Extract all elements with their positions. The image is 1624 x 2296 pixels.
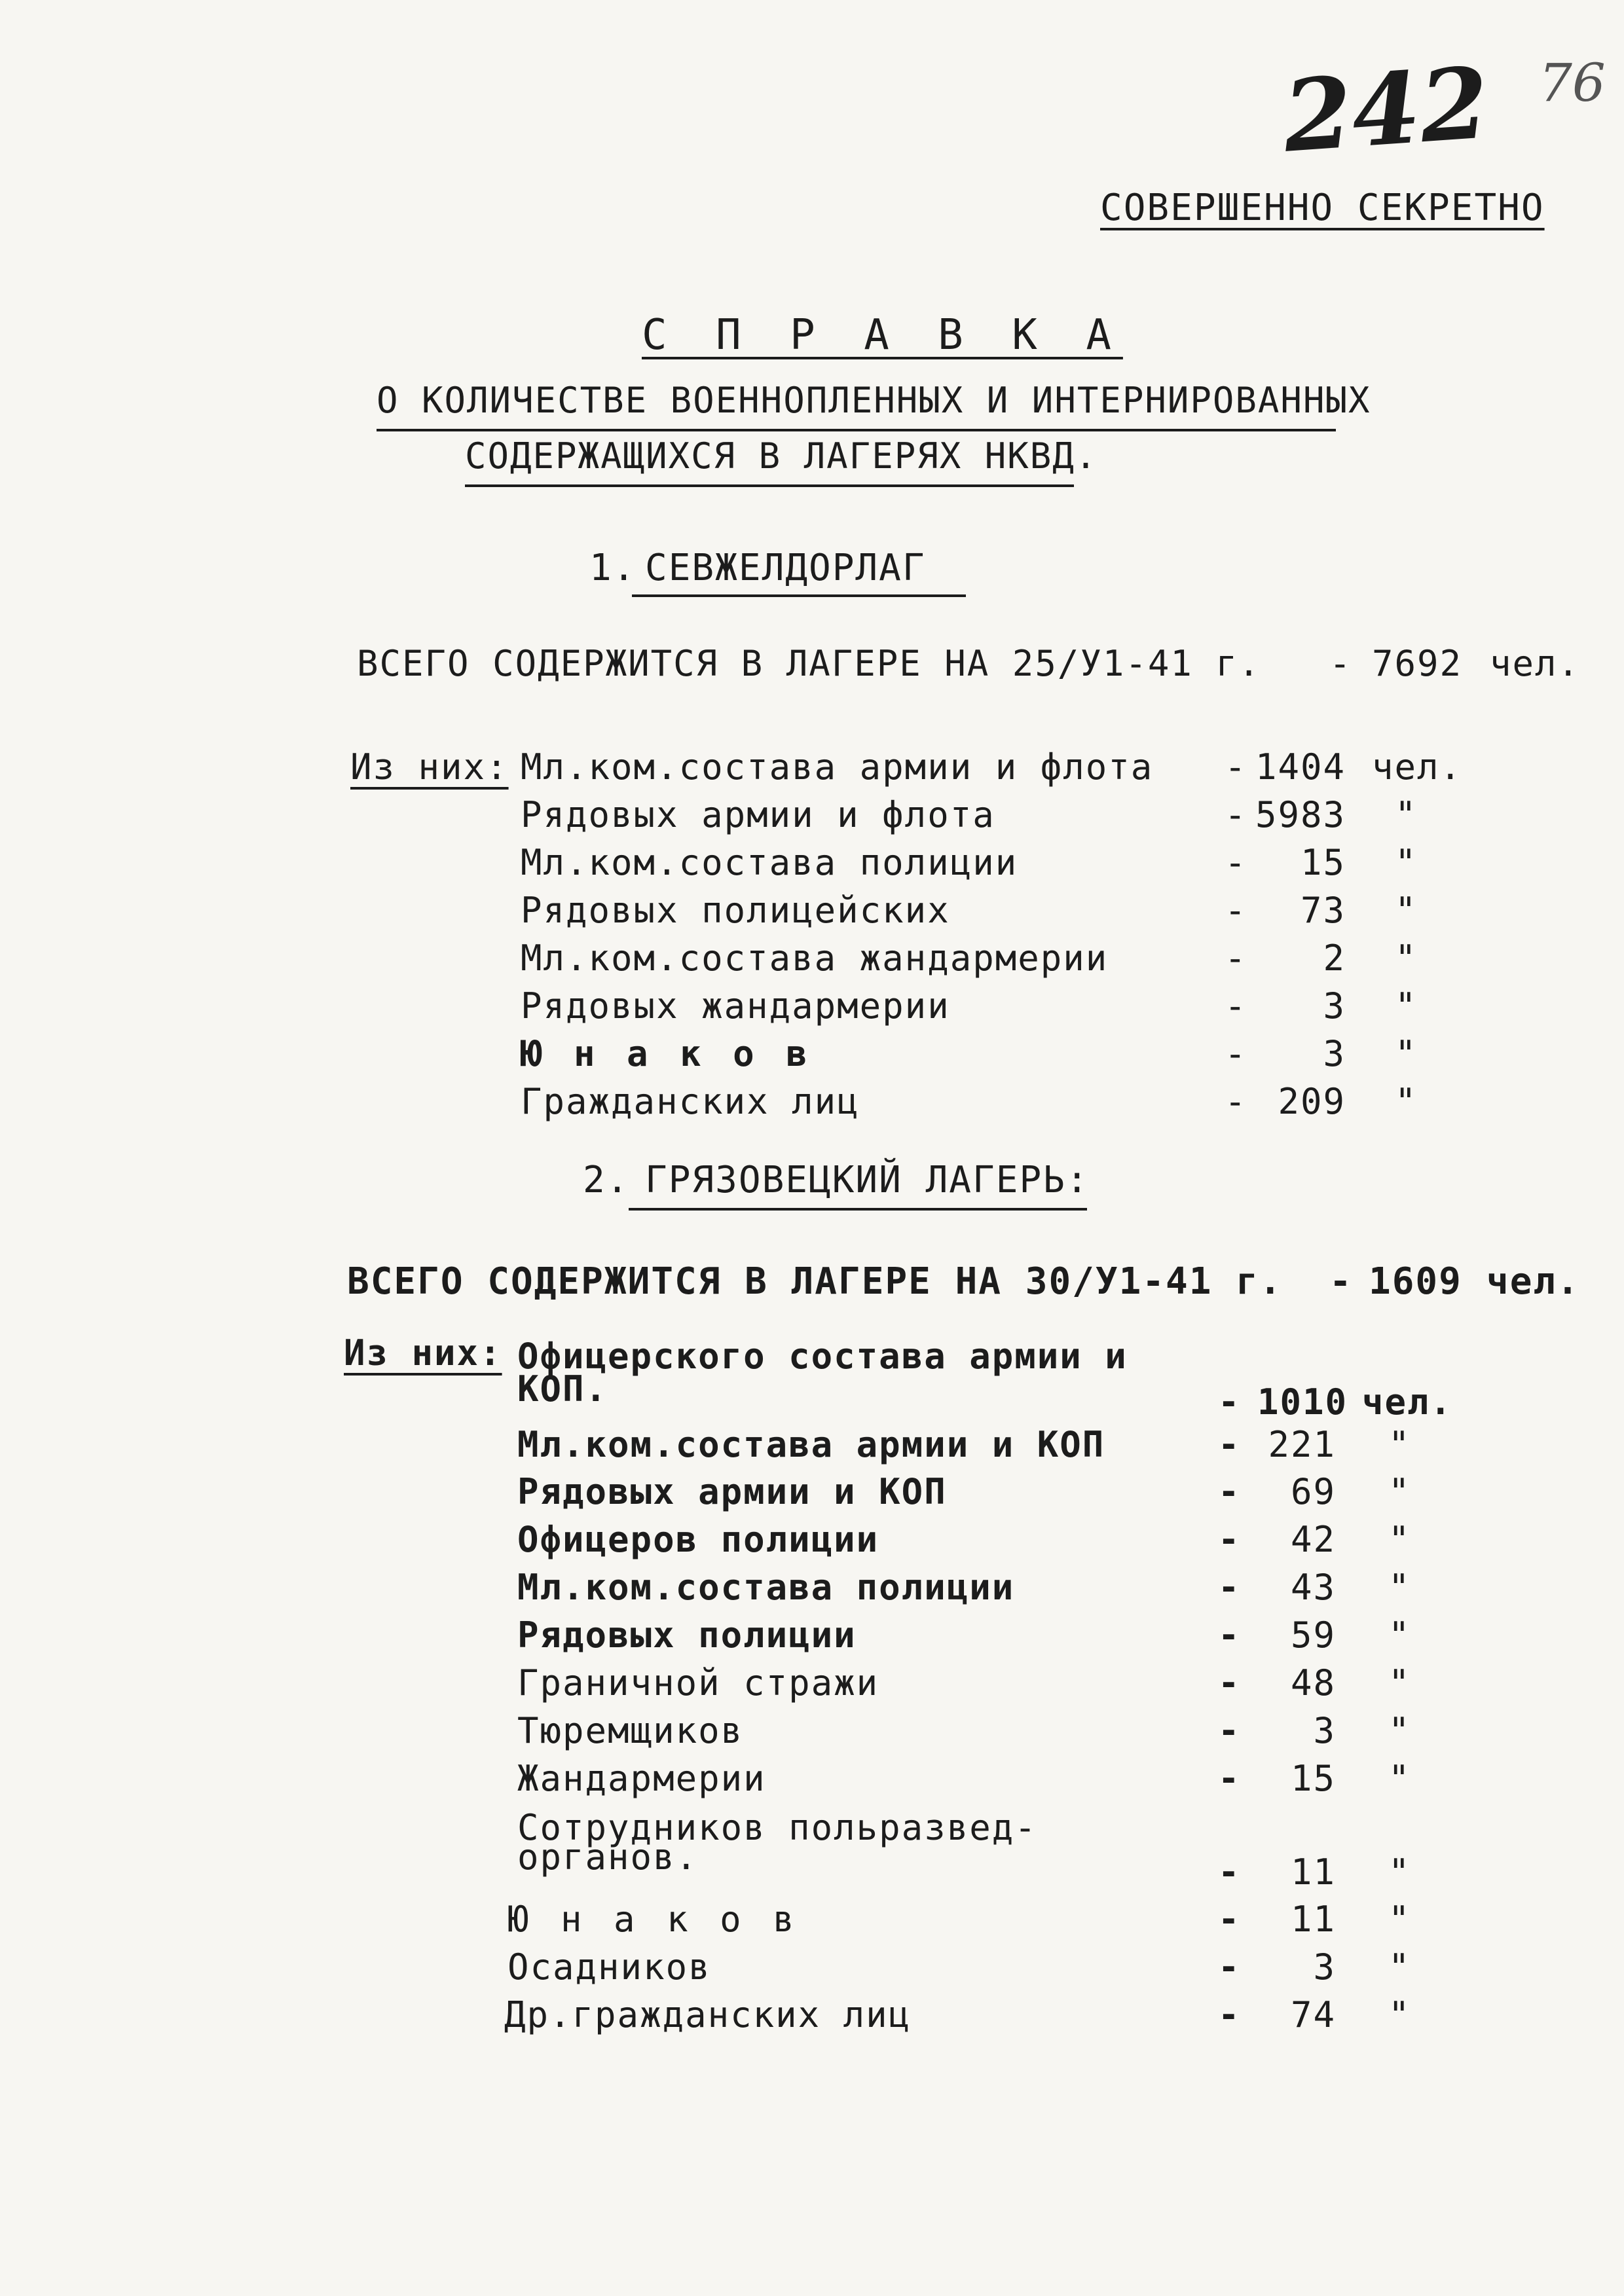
list-item — [0, 1519, 1624, 1566]
list-item — [0, 1081, 1624, 1128]
item-label: Гражданских лиц — [521, 1081, 860, 1122]
item-dash: - — [1218, 1614, 1241, 1656]
item-value: 3 — [1323, 1033, 1346, 1074]
list-item — [0, 985, 1624, 1032]
section-1-of-them: Из них: — [350, 746, 509, 788]
item-value: 15 — [1290, 1758, 1336, 1799]
item-unit: " — [1388, 1851, 1411, 1893]
section-1-total-dash: - — [1329, 643, 1352, 684]
section-1-heading: СЕВЖЕЛДОРЛАГ — [645, 547, 926, 589]
section-2-heading-underline — [629, 1208, 1087, 1211]
item-label: Рядовых полиции — [517, 1614, 857, 1656]
list-item — [0, 1994, 1624, 2041]
subtitle-underline-2 — [465, 484, 1074, 487]
item-label: Рядовых армии и флота — [521, 794, 995, 835]
item-unit: " — [1388, 1519, 1411, 1560]
item-value: 1010 — [1257, 1381, 1348, 1423]
list-item — [0, 1033, 1624, 1080]
item-value: 74 — [1290, 1994, 1336, 2035]
item-label: Офицеров полиции — [517, 1519, 879, 1560]
item-label: Офицерского состава армии и — [517, 1336, 1128, 1377]
item-dash: - — [1218, 1946, 1241, 1988]
subtitle-underline-1 — [377, 429, 1336, 431]
item-value: 221 — [1268, 1424, 1336, 1465]
item-unit: " — [1395, 842, 1418, 883]
item-value: 43 — [1290, 1567, 1336, 1608]
item-dash: - — [1218, 1994, 1241, 2035]
item-label: Мл.ком.состава полиции — [517, 1567, 1015, 1608]
item-dash: - — [1218, 1381, 1241, 1423]
section-1-total-unit: чел. — [1490, 643, 1581, 684]
list-item — [0, 1567, 1624, 1614]
item-value: 3 — [1323, 985, 1346, 1027]
classification-stamp: СОВЕРШЕННО СЕКРЕТНО — [1100, 187, 1545, 229]
item-unit: " — [1395, 890, 1418, 931]
item-unit: " — [1388, 1424, 1411, 1465]
item-dash: - — [1225, 938, 1247, 979]
item-label: Рядовых полицейских — [521, 890, 950, 931]
item-value: 11 — [1290, 1851, 1336, 1893]
list-item — [0, 1807, 1624, 1905]
item-unit: " — [1388, 1899, 1411, 1940]
section-1-heading-underline — [632, 594, 966, 597]
item-label: Ю н а к о в — [507, 1899, 800, 1940]
item-label: Мл.ком.состава полиции — [521, 842, 1018, 883]
item-unit: " — [1395, 938, 1418, 979]
page-number-secondary: 76 — [1539, 52, 1606, 113]
item-label: Жандармерии — [517, 1758, 766, 1799]
item-label: Мл.ком.состава армии и КОП — [517, 1424, 1105, 1465]
item-dash: - — [1218, 1471, 1241, 1512]
section-2-total-value: 1609 — [1369, 1260, 1462, 1303]
item-label: Рядовых армии и КОП — [517, 1471, 947, 1512]
item-value: 11 — [1290, 1899, 1336, 1940]
item-unit: " — [1395, 985, 1418, 1027]
item-unit: " — [1388, 1567, 1411, 1608]
item-unit: " — [1388, 1662, 1411, 1704]
item-value: 1404 — [1255, 746, 1346, 788]
item-dash: - — [1218, 1424, 1241, 1465]
list-item — [0, 1471, 1624, 1518]
section-2-of-them: Из них: — [344, 1332, 502, 1374]
item-unit: " — [1388, 1994, 1411, 2035]
item-label: Др.гражданских лиц — [504, 1994, 912, 2035]
item-label-continued: органов. — [517, 1836, 699, 1878]
section-2-total-label: ВСЕГО СОДЕРЖИТСЯ В ЛАГЕРЕ НА 30/У1-41 г. — [347, 1260, 1283, 1303]
item-dash: - — [1218, 1899, 1241, 1940]
list-item — [0, 1758, 1624, 1805]
item-dash: - — [1225, 746, 1247, 788]
item-unit: " — [1395, 1081, 1418, 1122]
item-value: 3 — [1313, 1710, 1336, 1751]
item-dash: - — [1225, 1081, 1247, 1122]
item-unit: " — [1388, 1614, 1411, 1656]
item-value: 5983 — [1255, 794, 1346, 835]
item-dash: - — [1225, 1033, 1247, 1074]
item-label: Рядовых жандармерии — [521, 985, 950, 1027]
item-dash: - — [1218, 1567, 1241, 1608]
list-item — [0, 938, 1624, 985]
item-value: 59 — [1290, 1614, 1336, 1656]
page-number-main: 242 — [1280, 45, 1492, 175]
item-unit: " — [1388, 1471, 1411, 1512]
item-value: 69 — [1290, 1471, 1336, 1512]
subtitle-line-1: О КОЛИЧЕСТВЕ ВОЕННОПЛЕННЫХ И ИНТЕРНИРОВАННЫХ — [377, 380, 1371, 421]
section-2-number: 2. — [583, 1159, 630, 1201]
section-1-number: 1. — [589, 547, 637, 589]
item-label: Осадников — [507, 1946, 711, 1988]
item-label: Мл.ком.состава жандармерии — [521, 938, 1109, 979]
item-dash: - — [1218, 1758, 1241, 1799]
list-item — [0, 794, 1624, 841]
item-label: Мл.ком.состава армии и флота — [521, 746, 1154, 788]
item-dash: - — [1218, 1851, 1241, 1893]
item-dash: - — [1225, 842, 1247, 883]
item-dash: - — [1225, 890, 1247, 931]
item-unit: чел. — [1372, 746, 1463, 788]
item-unit: " — [1388, 1946, 1411, 1988]
item-dash: - — [1225, 794, 1247, 835]
item-unit: " — [1395, 1033, 1418, 1074]
item-label: Граничной стражи — [517, 1662, 879, 1704]
item-value: 3 — [1313, 1946, 1336, 1988]
list-item — [0, 746, 1624, 793]
list-item — [0, 1946, 1624, 1994]
item-label: Ю н а к о в — [521, 1033, 813, 1074]
item-label: Тюремщиков — [517, 1710, 744, 1751]
subtitle-line-2: СОДЕРЖАЩИХСЯ В ЛАГЕРЯХ НКВД. — [465, 435, 1098, 477]
item-value: 42 — [1290, 1519, 1336, 1560]
section-2-total-unit: чел. — [1486, 1260, 1580, 1303]
item-value: 48 — [1290, 1662, 1336, 1704]
item-dash: - — [1225, 985, 1247, 1027]
item-label-continued: КОП. — [517, 1368, 608, 1410]
item-label: Сотрудников польразвед- — [517, 1807, 1037, 1848]
list-item — [0, 1614, 1624, 1662]
document-title: С П Р А В К А — [642, 311, 1123, 359]
item-unit: " — [1388, 1710, 1411, 1751]
list-item — [0, 890, 1624, 937]
item-dash: - — [1218, 1662, 1241, 1704]
section-2-heading: ГРЯЗОВЕЦКИЙ ЛАГЕРЬ: — [645, 1159, 1090, 1201]
item-value: 2 — [1323, 938, 1346, 979]
item-value: 73 — [1300, 890, 1346, 931]
item-unit: " — [1388, 1758, 1411, 1799]
item-unit: чел. — [1362, 1381, 1453, 1423]
section-2-total-dash: - — [1329, 1260, 1353, 1303]
list-item — [0, 1710, 1624, 1757]
section-1-total-label: ВСЕГО СОДЕРЖИТСЯ В ЛАГЕРЕ НА 25/У1-41 г. — [357, 643, 1261, 684]
section-1-total-value: 7692 — [1372, 643, 1463, 684]
list-item — [0, 1424, 1624, 1471]
item-value: 15 — [1300, 842, 1346, 883]
item-dash: - — [1218, 1519, 1241, 1560]
list-item — [0, 842, 1624, 889]
item-unit: " — [1395, 794, 1418, 835]
item-value: 209 — [1278, 1081, 1346, 1122]
list-item — [0, 1662, 1624, 1709]
list-item — [0, 1899, 1624, 1946]
item-dash: - — [1218, 1710, 1241, 1751]
